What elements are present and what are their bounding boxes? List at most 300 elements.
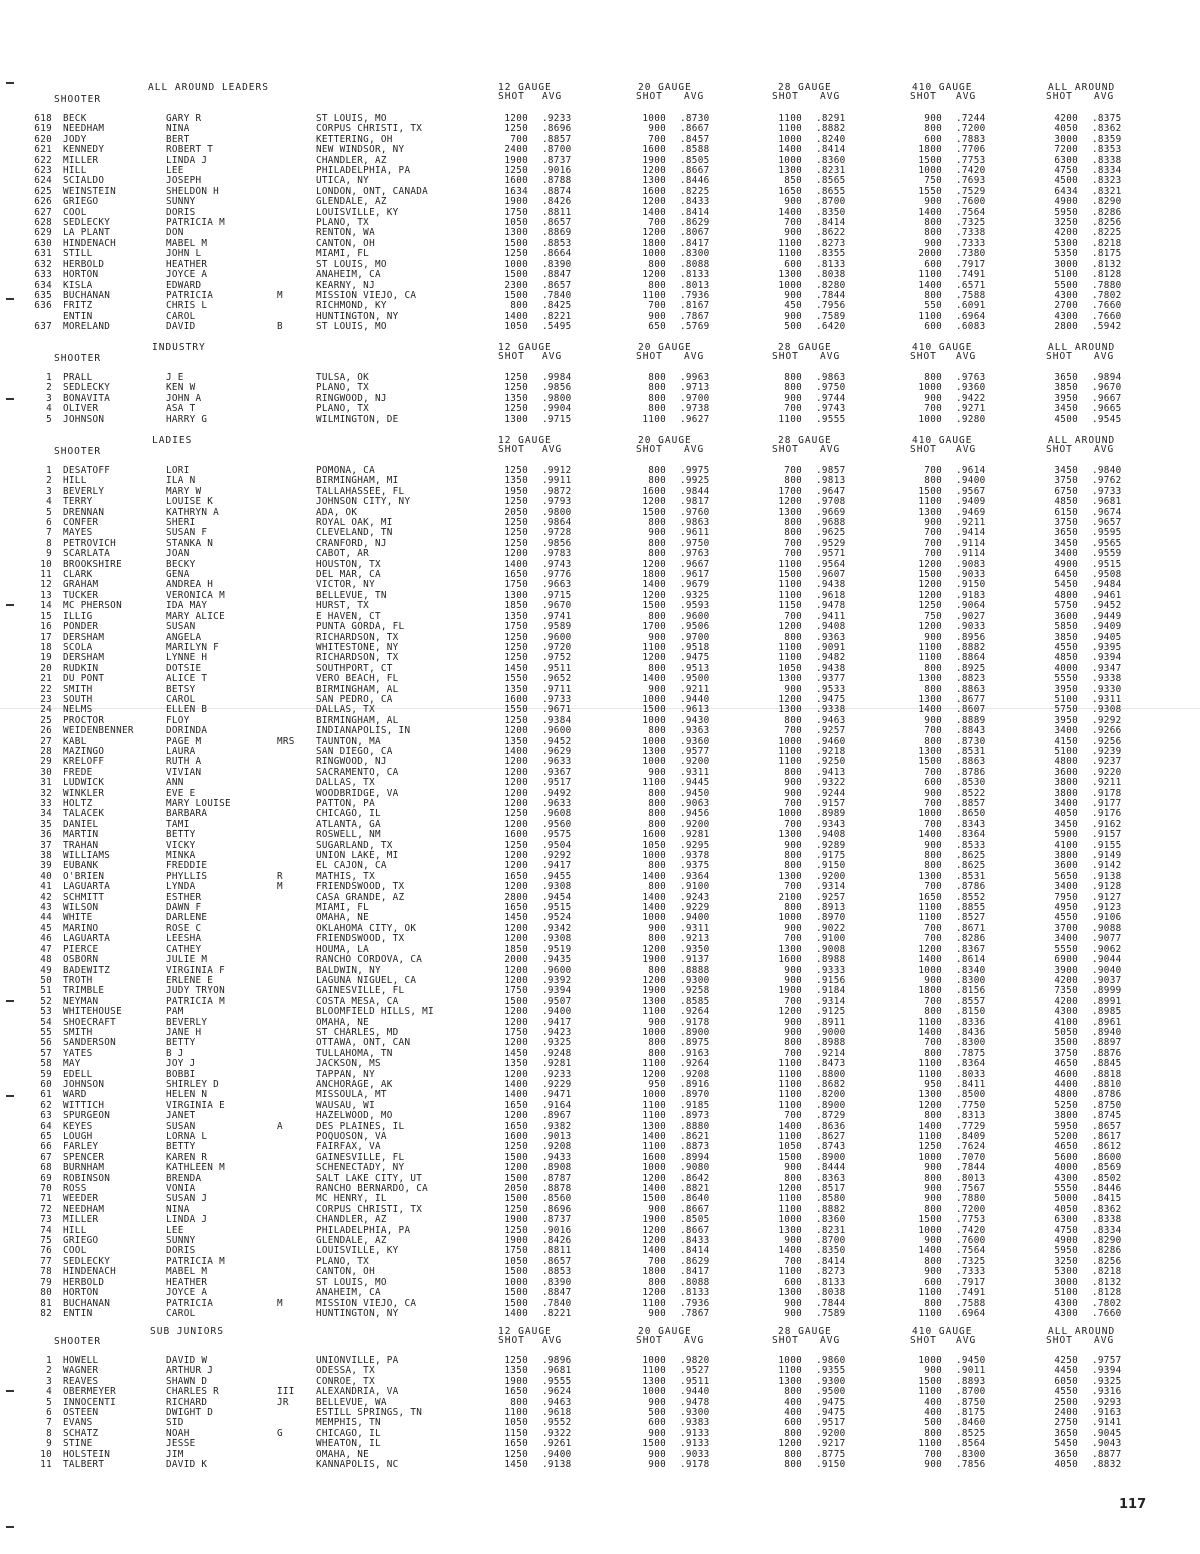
shot-28: 1300	[778, 704, 802, 716]
shot-all: 3650	[1054, 372, 1078, 383]
avg-all: .8256	[1092, 1255, 1122, 1267]
rank: 1	[46, 465, 52, 476]
first-name: HELEN N	[166, 1089, 208, 1101]
avg-410: .8300	[956, 1448, 986, 1460]
hometown: GLENDALE, AZ	[316, 196, 387, 208]
hometown: RENTON, WA	[316, 227, 375, 239]
table-row	[0, 622, 1200, 632]
shot-28: 900	[784, 1297, 802, 1309]
shot-12: 1200	[504, 933, 528, 945]
last-name: ENTIN	[63, 1307, 93, 1319]
shot-28: 2100	[778, 891, 802, 903]
avg-12: .9793	[542, 496, 572, 508]
shot-all: 3400	[1054, 725, 1078, 737]
shot-20: 800	[648, 279, 666, 291]
shot-410: 800	[924, 217, 942, 229]
avg-410: .8436	[956, 1026, 986, 1038]
rank: 620	[34, 133, 52, 145]
shot-28: 1100	[778, 1365, 802, 1377]
last-name: TALACEK	[63, 808, 105, 820]
shot-20: 950	[648, 1078, 666, 1090]
avg-410: .7880	[956, 1193, 986, 1205]
shot-410: 700	[924, 766, 942, 778]
shot-20: 650	[648, 321, 666, 333]
avg-410: .7529	[956, 185, 986, 197]
avg-410: .8700	[956, 1386, 986, 1398]
avg-28: .9257	[816, 891, 846, 903]
first-name: LEESHA	[166, 933, 202, 945]
rank: 622	[34, 154, 52, 166]
shot-28: 1100	[778, 1203, 802, 1215]
avg-28: .9250	[816, 756, 846, 768]
avg-all: .9293	[1092, 1396, 1122, 1408]
avg-20: .8088	[680, 258, 710, 270]
hometown: ANAHEIM, CA	[316, 269, 381, 281]
shot-all: 3400	[1054, 881, 1078, 893]
first-name: FLOY	[166, 714, 190, 726]
shot-410: 1100	[918, 1307, 942, 1319]
hometown: MATHIS, TX	[316, 870, 375, 882]
avg-12: .9417	[542, 860, 572, 872]
avg-410: .9763	[956, 372, 986, 383]
shot-28: 1300	[778, 943, 802, 955]
hometown: MIAMI, FL	[316, 902, 370, 914]
hometown: ST CHARLES, MD	[316, 1026, 399, 1038]
last-name: HOLTZ	[63, 798, 93, 809]
avg-410: .8889	[956, 714, 986, 726]
avg-20: .9200	[680, 756, 710, 768]
shot-20: 1200	[642, 496, 666, 508]
avg-410: .9360	[956, 382, 986, 394]
rank: 14	[40, 600, 52, 612]
last-name: WHITEHOUSE	[63, 1006, 122, 1018]
shot-410: 800	[924, 1110, 942, 1122]
shot-20: 1600	[642, 829, 666, 841]
shot-410: 1500	[918, 1214, 942, 1226]
rank: 49	[40, 964, 52, 976]
shot-20: 1300	[642, 745, 666, 757]
avg-28: .9008	[816, 943, 846, 955]
shot-28: 1000	[778, 1214, 802, 1226]
shot-410: 1100	[918, 310, 942, 322]
avg-all: .9037	[1092, 974, 1122, 986]
shot-20: 1100	[642, 1141, 666, 1153]
shot-all: 3900	[1054, 964, 1078, 976]
first-name: ARTHUR J	[166, 1365, 214, 1377]
rank: 13	[40, 589, 52, 601]
shot-20: 900	[648, 1448, 666, 1460]
avg-410: .7491	[956, 269, 986, 281]
shot-12: 1550	[504, 704, 528, 716]
shot-12: 1350	[504, 1058, 528, 1070]
hometown: WHEATON, IL	[316, 1438, 381, 1450]
shot-12: 1250	[504, 1448, 528, 1460]
hometown: KETTERING, OH	[316, 133, 393, 145]
shooter-header: SHOOTER	[54, 94, 102, 105]
shot-28: 800	[784, 1386, 802, 1398]
avg-410: .8552	[956, 891, 986, 903]
avg-410: .8522	[956, 787, 986, 799]
shot-410: 900	[924, 1193, 942, 1205]
shot-header: SHOT	[772, 91, 799, 102]
avg-all: .9256	[1092, 735, 1122, 747]
shot-28: 600	[784, 1417, 802, 1429]
shot-12: 1300	[504, 227, 528, 239]
first-name: JOAN	[166, 548, 190, 560]
shot-all: 4200	[1054, 113, 1078, 124]
hometown: LOUISVILLE, KY	[316, 1245, 399, 1257]
avg-28: .8627	[816, 1131, 846, 1142]
shot-28: 1100	[778, 1089, 802, 1101]
hometown: HOUMA, LA	[316, 943, 370, 955]
avg-20: .9360	[680, 735, 710, 747]
shot-410: 1000	[918, 413, 942, 425]
avg-28: .9363	[816, 631, 846, 643]
shot-20: 1000	[642, 735, 666, 747]
hometown: CORPUS CHRISTI, TX	[316, 123, 423, 135]
shot-20: 1100	[642, 641, 666, 653]
shot-all: 4800	[1054, 589, 1078, 601]
shot-12: 1500	[504, 995, 528, 1007]
shot-12: 1900	[504, 196, 528, 208]
shot-all: 4200	[1054, 995, 1078, 1007]
avg-410: .8525	[956, 1427, 986, 1439]
shot-20: 1800	[642, 1266, 666, 1278]
first-name: ROSE C	[166, 922, 202, 934]
avg-410: .8150	[956, 1006, 986, 1018]
rank: 17	[40, 631, 52, 643]
hometown: ESTILL SPRINGS, TN	[316, 1407, 423, 1419]
avg-20: .9456	[680, 808, 710, 820]
avg-20: .9844	[680, 485, 710, 497]
shot-410: 1000	[918, 1151, 942, 1163]
avg-20: .7867	[680, 1307, 710, 1319]
avg-20: .9281	[680, 829, 710, 841]
avg-12: .9629	[542, 745, 572, 757]
shot-all: 5450	[1054, 579, 1078, 591]
avg-28: .8989	[816, 808, 846, 820]
first-name: ROBERT T	[166, 144, 214, 156]
section-rows	[0, 114, 1200, 333]
shot-12: 1000	[504, 258, 528, 270]
suffix: M	[277, 881, 283, 893]
hometown: BELLEVUE, WA	[316, 1396, 387, 1408]
hometown: PLANO, TX	[316, 382, 370, 394]
shot-12: 1200	[504, 1068, 528, 1080]
shot-all: 5500	[1054, 279, 1078, 291]
shot-28: 1100	[778, 756, 802, 768]
shot-12: 1200	[504, 922, 528, 934]
first-name: EDWARD	[166, 279, 202, 291]
avg-all: .5942	[1092, 321, 1122, 333]
first-name: SUSAN	[166, 621, 196, 633]
hometown: OMAHA, NE	[316, 1448, 370, 1460]
avg-20: .9820	[680, 1355, 710, 1366]
shot-all: 5550	[1054, 1183, 1078, 1195]
shot-28: 1400	[778, 144, 802, 156]
shot-all: 5200	[1054, 1131, 1078, 1142]
shot-header: SHOT	[1046, 351, 1073, 362]
rank: 3	[46, 485, 52, 497]
shot-all: 4650	[1054, 1141, 1078, 1153]
rank: 3	[46, 1375, 52, 1387]
avg-410: .8531	[956, 745, 986, 757]
shot-410: 1500	[918, 1375, 942, 1387]
shot-28: 900	[784, 964, 802, 976]
last-name: OSTEEN	[63, 1407, 99, 1419]
shot-header: SHOT	[910, 1335, 937, 1346]
avg-410: .8336	[956, 1016, 986, 1028]
avg-410: .7856	[956, 1459, 986, 1471]
shot-all: 3850	[1054, 631, 1078, 643]
shot-12: 1550	[504, 673, 528, 685]
shot-28: 1400	[778, 206, 802, 218]
avg-20: .8300	[680, 248, 710, 260]
shot-28: 700	[784, 881, 802, 893]
avg-20: .9511	[680, 1375, 710, 1387]
avg-all: .9142	[1092, 860, 1122, 872]
shot-all: 4750	[1054, 1224, 1078, 1236]
suffix: MRS	[277, 735, 295, 747]
shot-410: 600	[924, 133, 942, 145]
rank: 2	[46, 475, 52, 487]
hometown: SACRAMENTO, CA	[316, 766, 399, 778]
avg-20: .8133	[680, 269, 710, 281]
avg-12: .9624	[542, 1386, 572, 1398]
shot-410: 1200	[918, 621, 942, 633]
avg-12: .9800	[542, 506, 572, 518]
first-name: BOBBI	[166, 1068, 196, 1080]
shot-20: 1200	[642, 943, 666, 955]
shot-28: 1100	[778, 123, 802, 135]
suffix: III	[277, 1386, 295, 1398]
avg-20: .9300	[680, 1407, 710, 1419]
shot-12: 1750	[504, 579, 528, 591]
section-title: INDUSTRY	[152, 342, 206, 353]
avg-all: .9394	[1092, 652, 1122, 664]
shot-all: 3000	[1054, 258, 1078, 270]
avg-28: .8900	[816, 1151, 846, 1163]
shot-12: 1200	[504, 798, 528, 809]
margin-mark	[6, 604, 14, 606]
avg-20: .7936	[680, 289, 710, 301]
shot-12: 1200	[504, 1037, 528, 1049]
avg-20: .9163	[680, 1047, 710, 1059]
last-name: BUCHANAN	[63, 289, 111, 301]
shot-410: 750	[924, 610, 942, 622]
hometown: RICHARDSON, TX	[316, 631, 399, 643]
rank: 7	[46, 527, 52, 539]
avg-12: .9681	[542, 1365, 572, 1377]
avg-all: .8321	[1092, 185, 1122, 197]
shot-410: 700	[924, 1037, 942, 1049]
shot-12: 1900	[504, 1214, 528, 1226]
avg-410: .7706	[956, 144, 986, 156]
avg-20: .8167	[680, 300, 710, 312]
avg-28: .9743	[816, 403, 846, 415]
avg-28: .9500	[816, 1386, 846, 1398]
avg-28: .8565	[816, 175, 846, 187]
first-name: CHRIS L	[166, 300, 208, 312]
avg-410: .7750	[956, 1099, 986, 1111]
shot-12: 1900	[504, 1375, 528, 1387]
rank: 69	[40, 1172, 52, 1184]
avg-all: .9043	[1092, 1438, 1122, 1450]
shot-28: 1900	[778, 985, 802, 997]
shot-410: 1250	[918, 600, 942, 612]
avg-28: .8273	[816, 237, 846, 249]
table-row	[0, 1288, 1200, 1298]
shot-12: 1350	[504, 392, 528, 404]
avg-20: .8621	[680, 1131, 710, 1142]
avg-20: .7867	[680, 310, 710, 322]
shot-410: 900	[924, 631, 942, 643]
shot-12: 2800	[504, 891, 528, 903]
avg-12: .9743	[542, 558, 572, 570]
margin-mark	[6, 1526, 14, 1528]
avg-410: .7325	[956, 1255, 986, 1267]
shot-28: 700	[784, 1047, 802, 1059]
shot-all: 4850	[1054, 496, 1078, 508]
avg-12: .9504	[542, 839, 572, 851]
avg-all: .9316	[1092, 1386, 1122, 1398]
shot-all: 5300	[1054, 1266, 1078, 1278]
shot-12: 1400	[504, 558, 528, 570]
shot-12: 1950	[504, 485, 528, 497]
avg-20: .8667	[680, 1203, 710, 1215]
hometown: UTICA, NY	[316, 175, 370, 187]
avg-all: .8750	[1092, 1099, 1122, 1111]
avg-20: .9363	[680, 725, 710, 737]
hometown: GAINESVILLE, FL	[316, 1151, 405, 1163]
avg-12: .9435	[542, 954, 572, 966]
avg-all: .9657	[1092, 517, 1122, 529]
shot-20: 700	[648, 300, 666, 312]
shot-410: 900	[924, 1459, 942, 1471]
shot-410: 1100	[918, 496, 942, 508]
shot-header: SHOT	[772, 444, 799, 455]
shot-12: 1200	[504, 113, 528, 124]
shot-28: 1050	[778, 662, 802, 674]
avg-all: .9044	[1092, 954, 1122, 966]
shot-12: 700	[510, 133, 528, 145]
shot-410: 1550	[918, 185, 942, 197]
last-name: SMITH	[63, 1026, 93, 1038]
avg-all: .8362	[1092, 1203, 1122, 1215]
avg-all: .8334	[1092, 165, 1122, 177]
first-name: BETTY	[166, 829, 196, 841]
shot-20: 1000	[642, 1355, 666, 1366]
avg-410: .8533	[956, 839, 986, 851]
avg-12: .9552	[542, 1417, 572, 1429]
rank: 60	[40, 1078, 52, 1090]
shot-header: SHOT	[772, 1335, 799, 1346]
avg-20: .8225	[680, 185, 710, 197]
hometown: ST LOUIS, MO	[316, 321, 387, 333]
shot-all: 3800	[1054, 787, 1078, 799]
avg-all: .8323	[1092, 175, 1122, 187]
shot-20: 800	[648, 662, 666, 674]
shot-410: 1100	[918, 912, 942, 924]
rank: 34	[40, 808, 52, 820]
avg-20: .9378	[680, 850, 710, 862]
avg-12: .8700	[542, 144, 572, 156]
shot-header: SHOT	[498, 91, 525, 102]
rank: 618	[34, 113, 52, 124]
last-name: FARLEY	[63, 1141, 99, 1153]
shot-20: 1000	[642, 912, 666, 924]
avg-12: .9555	[542, 1375, 572, 1387]
hometown: DES PLAINES, IL	[316, 1120, 405, 1132]
avg-all: .9162	[1092, 818, 1122, 830]
hometown: JACKSON, MS	[316, 1058, 381, 1070]
avg-12: .8696	[542, 1203, 572, 1215]
last-name: TUCKER	[63, 589, 99, 601]
shot-12: 800	[510, 1396, 528, 1408]
avg-12: .9600	[542, 631, 572, 643]
avg-28: .8911	[816, 1016, 846, 1028]
shot-410: 1000	[918, 165, 942, 177]
hometown: CRANFORD, NJ	[316, 537, 387, 549]
avg-all: .8876	[1092, 1047, 1122, 1059]
hometown: ST LOUIS, MO	[316, 113, 387, 124]
shot-410: 700	[924, 465, 942, 476]
avg-28: .9244	[816, 787, 846, 799]
first-name: LYNNE H	[166, 652, 208, 664]
shot-410: 1400	[918, 829, 942, 841]
shot-410: 800	[924, 735, 942, 747]
last-name: MAYES	[63, 527, 93, 539]
avg-12: .9776	[542, 569, 572, 581]
avg-all: .9449	[1092, 610, 1122, 622]
shot-12: 1350	[504, 683, 528, 695]
first-name: J E	[166, 372, 184, 383]
rank: 623	[34, 165, 52, 177]
avg-410: .6571	[956, 279, 986, 291]
last-name: SMITH	[63, 683, 93, 695]
avg-all: .9088	[1092, 922, 1122, 934]
avg-12: .9016	[542, 1224, 572, 1236]
rank: 4	[46, 496, 52, 508]
first-name: PHYLLIS	[166, 870, 208, 882]
avg-12: .8664	[542, 248, 572, 260]
shot-410: 1100	[918, 1016, 942, 1028]
first-name: KAREN R	[166, 1151, 208, 1163]
avg-20: .8067	[680, 227, 710, 239]
last-name: MILLER	[63, 1214, 99, 1226]
last-name: JOHNSON	[63, 1078, 105, 1090]
shot-410: 1100	[918, 1058, 942, 1070]
avg-all: .8961	[1092, 1016, 1122, 1028]
avg-all: .9177	[1092, 798, 1122, 809]
shot-12: 1200	[504, 974, 528, 986]
avg-all: .9178	[1092, 787, 1122, 799]
rank: 16	[40, 621, 52, 633]
hometown: SALT LAKE CITY, UT	[316, 1172, 423, 1184]
avg-20: .8433	[680, 196, 710, 208]
hometown: OMAHA, NE	[316, 912, 370, 924]
avg-20: .9295	[680, 839, 710, 851]
shot-20: 1500	[642, 506, 666, 518]
avg-410: .8893	[956, 1375, 986, 1387]
shot-410: 700	[924, 881, 942, 893]
first-name: KEN W	[166, 382, 196, 394]
rank: 75	[40, 1235, 52, 1247]
avg-12: .8874	[542, 185, 572, 197]
first-name: SUSAN	[166, 1120, 196, 1132]
hometown: OKLAHOMA CITY, OK	[316, 922, 417, 934]
shot-28: 1100	[778, 579, 802, 591]
